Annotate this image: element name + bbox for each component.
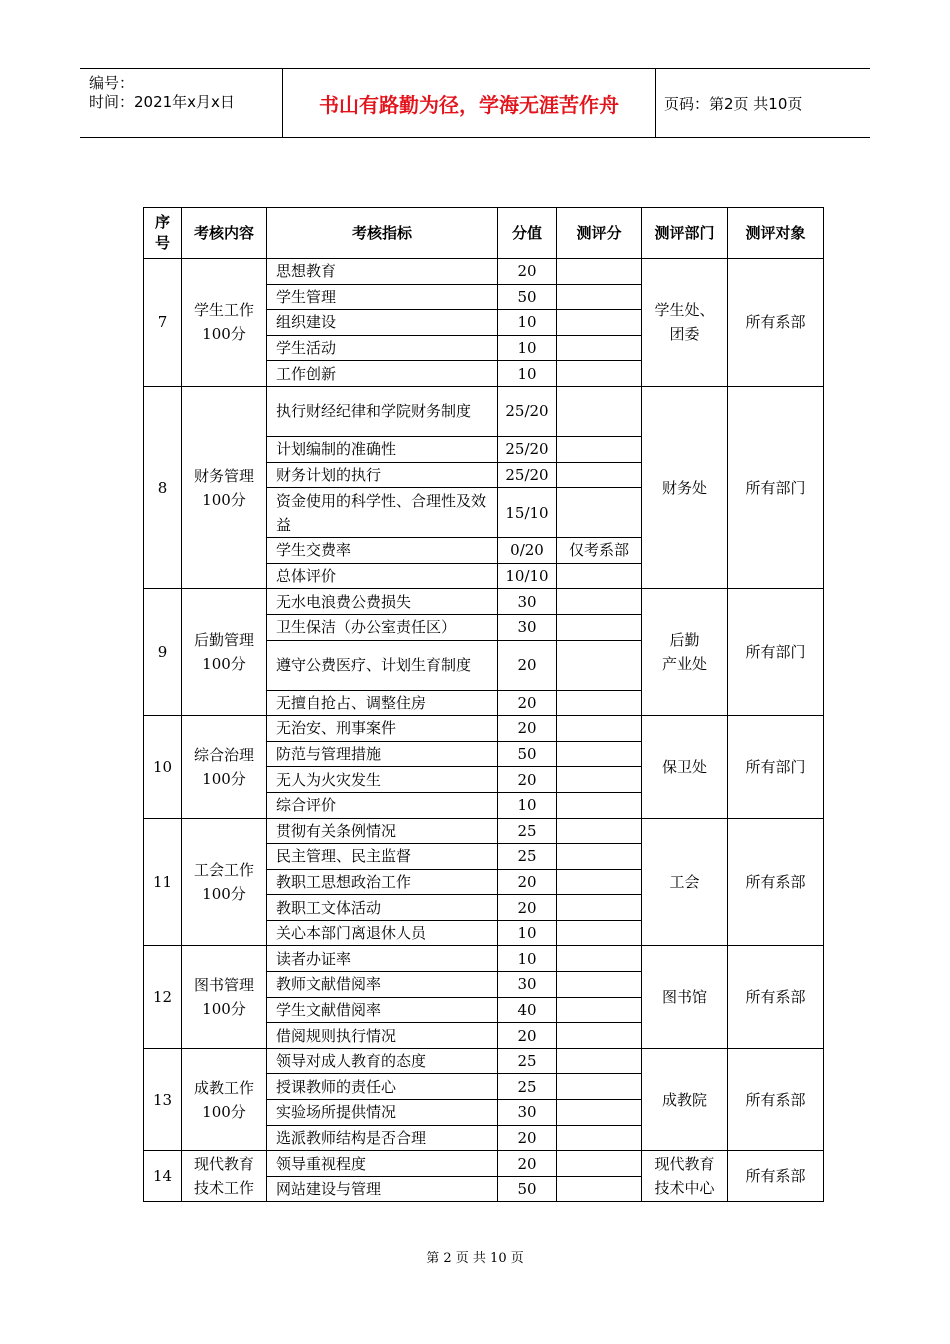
- score-cell: 10: [498, 361, 557, 387]
- seq-cell: 14: [144, 1151, 182, 1202]
- indicator-cell: 授课教师的责任心: [267, 1074, 498, 1100]
- score-cell: 10: [498, 310, 557, 336]
- target-cell: 所有部门: [728, 386, 824, 588]
- eval-cell: [557, 436, 642, 462]
- indicator-cell: 贯彻有关条例情况: [267, 818, 498, 844]
- table-row: [144, 818, 824, 844]
- dept-cell: [642, 1048, 728, 1150]
- score-cell: 10/10: [498, 563, 557, 589]
- eval-cell: [557, 284, 642, 310]
- eval-cell: [557, 563, 642, 589]
- indicator-cell: 网站建设与管理: [267, 1176, 498, 1202]
- indicator-cell: 思想教育: [267, 259, 498, 285]
- dept-cell: [642, 818, 728, 946]
- indicator-cell: 防范与管理措施: [267, 741, 498, 767]
- score-cell: 30: [498, 1100, 557, 1126]
- table-row: [144, 589, 824, 615]
- dept-cell: [642, 946, 728, 1048]
- col-header-dept: 测评部门: [642, 208, 728, 259]
- target-cell: 所有系部: [728, 946, 824, 1048]
- seq-cell: 7: [144, 259, 182, 387]
- indicator-cell: 无擅自抢占、调整住房: [267, 690, 498, 716]
- indicator-cell: 财务计划的执行: [267, 462, 498, 488]
- dept-cell-line: 财务处: [661, 478, 707, 497]
- dept-cell: [642, 259, 728, 387]
- indicator-cell: 领导重视程度: [267, 1151, 498, 1177]
- col-header-target: 测评对象: [728, 208, 824, 259]
- eval-cell: 仅考系部: [557, 538, 642, 564]
- indicator-cell: 卫生保洁（办公室责任区）: [267, 614, 498, 640]
- eval-cell: [557, 1151, 642, 1177]
- score-cell: 15/10: [498, 488, 557, 538]
- content-cell-line: 100分: [202, 1102, 246, 1121]
- score-cell: 25/20: [498, 436, 557, 462]
- indicator-cell: 无水电浪费公费损失: [267, 589, 498, 615]
- score-cell: 25: [498, 844, 557, 870]
- content-cell: [182, 946, 267, 1048]
- score-cell: 20: [498, 869, 557, 895]
- indicator-cell: 关心本部门离退休人员: [267, 920, 498, 946]
- target-cell: 所有系部: [728, 818, 824, 946]
- indicator-cell: 组织建设: [267, 310, 498, 336]
- score-cell: 20: [498, 1125, 557, 1151]
- content-cell-line: 财务管理: [193, 466, 254, 485]
- eval-cell: [557, 614, 642, 640]
- dept-cell: [642, 1151, 728, 1202]
- seq-cell: 12: [144, 946, 182, 1048]
- eval-cell: [557, 920, 642, 946]
- score-cell: 20: [498, 895, 557, 921]
- score-cell: 20: [498, 690, 557, 716]
- table-row: [144, 1048, 824, 1074]
- table-row: [144, 1151, 824, 1177]
- dept-cell-line: 保卫处: [661, 757, 707, 776]
- dept-cell-line: 工会: [669, 872, 700, 891]
- page-header: [80, 68, 870, 138]
- content-cell-line: 100分: [202, 884, 246, 903]
- indicator-cell: 资金使用的科学性、合理性及效益: [267, 488, 498, 538]
- eval-cell: [557, 972, 642, 998]
- indicator-cell: 选派教师结构是否合理: [267, 1125, 498, 1151]
- col-header-eval: 测评分: [557, 208, 642, 259]
- dept-cell-line: 图书馆: [661, 988, 707, 1007]
- score-cell: 50: [498, 1176, 557, 1202]
- indicator-cell: 教职工思想政治工作: [267, 869, 498, 895]
- eval-cell: [557, 997, 642, 1023]
- target-cell: 所有系部: [728, 1048, 824, 1150]
- table-row: [144, 259, 824, 285]
- assessment-table: [143, 207, 824, 1202]
- dept-cell-line: 团委: [669, 325, 700, 344]
- indicator-cell: 无治安、刑事案件: [267, 716, 498, 742]
- col-header-seq: 序号: [144, 208, 182, 259]
- seq-cell: 10: [144, 716, 182, 818]
- eval-cell: [557, 767, 642, 793]
- score-cell: 50: [498, 284, 557, 310]
- indicator-cell: 无人为火灾发生: [267, 767, 498, 793]
- indicator-cell: 计划编制的准确性: [267, 436, 498, 462]
- dept-cell: [642, 589, 728, 716]
- score-cell: 30: [498, 972, 557, 998]
- score-cell: 10: [498, 335, 557, 361]
- eval-cell: [557, 818, 642, 844]
- eval-cell: [557, 310, 642, 336]
- eval-cell: [557, 361, 642, 387]
- col-header-indicator: 考核指标: [267, 208, 498, 259]
- score-cell: 20: [498, 1023, 557, 1049]
- content-cell: [182, 589, 267, 716]
- target-cell: 所有系部: [728, 259, 824, 387]
- header-time: 时间：2021年x月x日: [89, 93, 235, 111]
- dept-cell-line: 产业处: [661, 655, 707, 674]
- score-cell: 10: [498, 920, 557, 946]
- eval-cell: [557, 1125, 642, 1151]
- dept-cell-line: 后勤: [669, 631, 700, 650]
- score-cell: 25: [498, 1074, 557, 1100]
- header-motto: 书山有路勤为径，学海无涯苦作舟: [282, 69, 656, 137]
- eval-cell: [557, 335, 642, 361]
- seq-cell: 13: [144, 1048, 182, 1150]
- content-cell: [182, 259, 267, 387]
- content-cell: [182, 1151, 267, 1202]
- indicator-cell: 民主管理、民主监督: [267, 844, 498, 870]
- seq-cell: 8: [144, 386, 182, 588]
- eval-cell: [557, 844, 642, 870]
- table-row: [144, 386, 824, 436]
- content-cell-line: 100分: [202, 769, 246, 788]
- content-cell-line: 成教工作: [193, 1078, 254, 1097]
- eval-cell: [557, 1176, 642, 1202]
- eval-cell: [557, 589, 642, 615]
- dept-cell: [642, 716, 728, 818]
- target-cell: 所有部门: [728, 716, 824, 818]
- indicator-cell: 教师文献借阅率: [267, 972, 498, 998]
- eval-cell: [557, 716, 642, 742]
- score-cell: 20: [498, 640, 557, 690]
- indicator-cell: 综合评价: [267, 792, 498, 818]
- score-cell: 25/20: [498, 462, 557, 488]
- indicator-cell: 遵守公费医疗、计划生育制度: [267, 640, 498, 690]
- indicator-cell: 实验场所提供情况: [267, 1100, 498, 1126]
- eval-cell: [557, 895, 642, 921]
- content-cell-line: 综合治理: [193, 745, 254, 764]
- indicator-cell: 学生活动: [267, 335, 498, 361]
- score-cell: 30: [498, 614, 557, 640]
- dept-cell-line: 技术中心: [654, 1179, 715, 1198]
- content-cell-line: 100分: [202, 655, 246, 674]
- score-cell: 30: [498, 589, 557, 615]
- seq-cell: 11: [144, 818, 182, 946]
- table-row: [144, 716, 824, 742]
- content-cell: [182, 386, 267, 588]
- score-cell: 20: [498, 259, 557, 285]
- indicator-cell: 学生管理: [267, 284, 498, 310]
- indicator-cell: 领导对成人教育的态度: [267, 1048, 498, 1074]
- dept-cell-line: 现代教育: [654, 1155, 715, 1174]
- score-cell: 0/20: [498, 538, 557, 564]
- page-footer: 第 2 页 共 10 页: [426, 1251, 524, 1266]
- seq-cell: 9: [144, 589, 182, 716]
- indicator-cell: 工作创新: [267, 361, 498, 387]
- dept-cell-line: 学生处、: [654, 301, 715, 320]
- indicator-cell: 学生文献借阅率: [267, 997, 498, 1023]
- header-number: 编号：: [89, 74, 135, 92]
- score-cell: 25: [498, 818, 557, 844]
- content-cell: [182, 716, 267, 818]
- target-cell: 所有部门: [728, 589, 824, 716]
- eval-cell: [557, 1048, 642, 1074]
- dept-cell: [642, 386, 728, 588]
- score-cell: 20: [498, 716, 557, 742]
- content-cell-line: 图书管理: [193, 976, 254, 995]
- table-row: [144, 946, 824, 972]
- header-page: 页码：第2页 共10页: [664, 94, 803, 113]
- score-cell: 25/20: [498, 386, 557, 436]
- content-cell-line: 100分: [202, 1000, 246, 1019]
- score-cell: 10: [498, 946, 557, 972]
- indicator-cell: 总体评价: [267, 563, 498, 589]
- eval-cell: [557, 792, 642, 818]
- eval-cell: [557, 946, 642, 972]
- content-cell-line: 后勤管理: [193, 631, 254, 650]
- score-cell: 25: [498, 1048, 557, 1074]
- content-cell-line: 100分: [202, 325, 246, 344]
- indicator-cell: 读者办证率: [267, 946, 498, 972]
- col-header-content: 考核内容: [182, 208, 267, 259]
- header-info: [80, 69, 282, 137]
- eval-cell: [557, 1074, 642, 1100]
- eval-cell: [557, 1100, 642, 1126]
- score-cell: 20: [498, 1151, 557, 1177]
- score-cell: 20: [498, 767, 557, 793]
- content-cell-line: 现代教育: [193, 1155, 254, 1174]
- eval-cell: [557, 462, 642, 488]
- content-cell-line: 工会工作: [193, 860, 254, 879]
- eval-cell: [557, 488, 642, 538]
- score-cell: 10: [498, 792, 557, 818]
- dept-cell-line: 成教院: [661, 1090, 707, 1109]
- score-cell: 50: [498, 741, 557, 767]
- content-cell-line: 100分: [202, 490, 246, 509]
- indicator-cell: 执行财经纪律和学院财务制度: [267, 386, 498, 436]
- content-cell: [182, 1048, 267, 1150]
- score-cell: 40: [498, 997, 557, 1023]
- indicator-cell: 学生交费率: [267, 538, 498, 564]
- target-cell: 所有系部: [728, 1151, 824, 1202]
- table-header-row: [144, 208, 824, 259]
- eval-cell: [557, 690, 642, 716]
- eval-cell: [557, 869, 642, 895]
- col-header-score: 分值: [498, 208, 557, 259]
- indicator-cell: 教职工文体活动: [267, 895, 498, 921]
- content-cell-line: 学生工作: [193, 301, 254, 320]
- content-cell-line: 技术工作: [193, 1179, 254, 1198]
- eval-cell: [557, 741, 642, 767]
- eval-cell: [557, 640, 642, 690]
- eval-cell: [557, 386, 642, 436]
- eval-cell: [557, 259, 642, 285]
- content-cell: [182, 818, 267, 946]
- indicator-cell: 借阅规则执行情况: [267, 1023, 498, 1049]
- eval-cell: [557, 1023, 642, 1049]
